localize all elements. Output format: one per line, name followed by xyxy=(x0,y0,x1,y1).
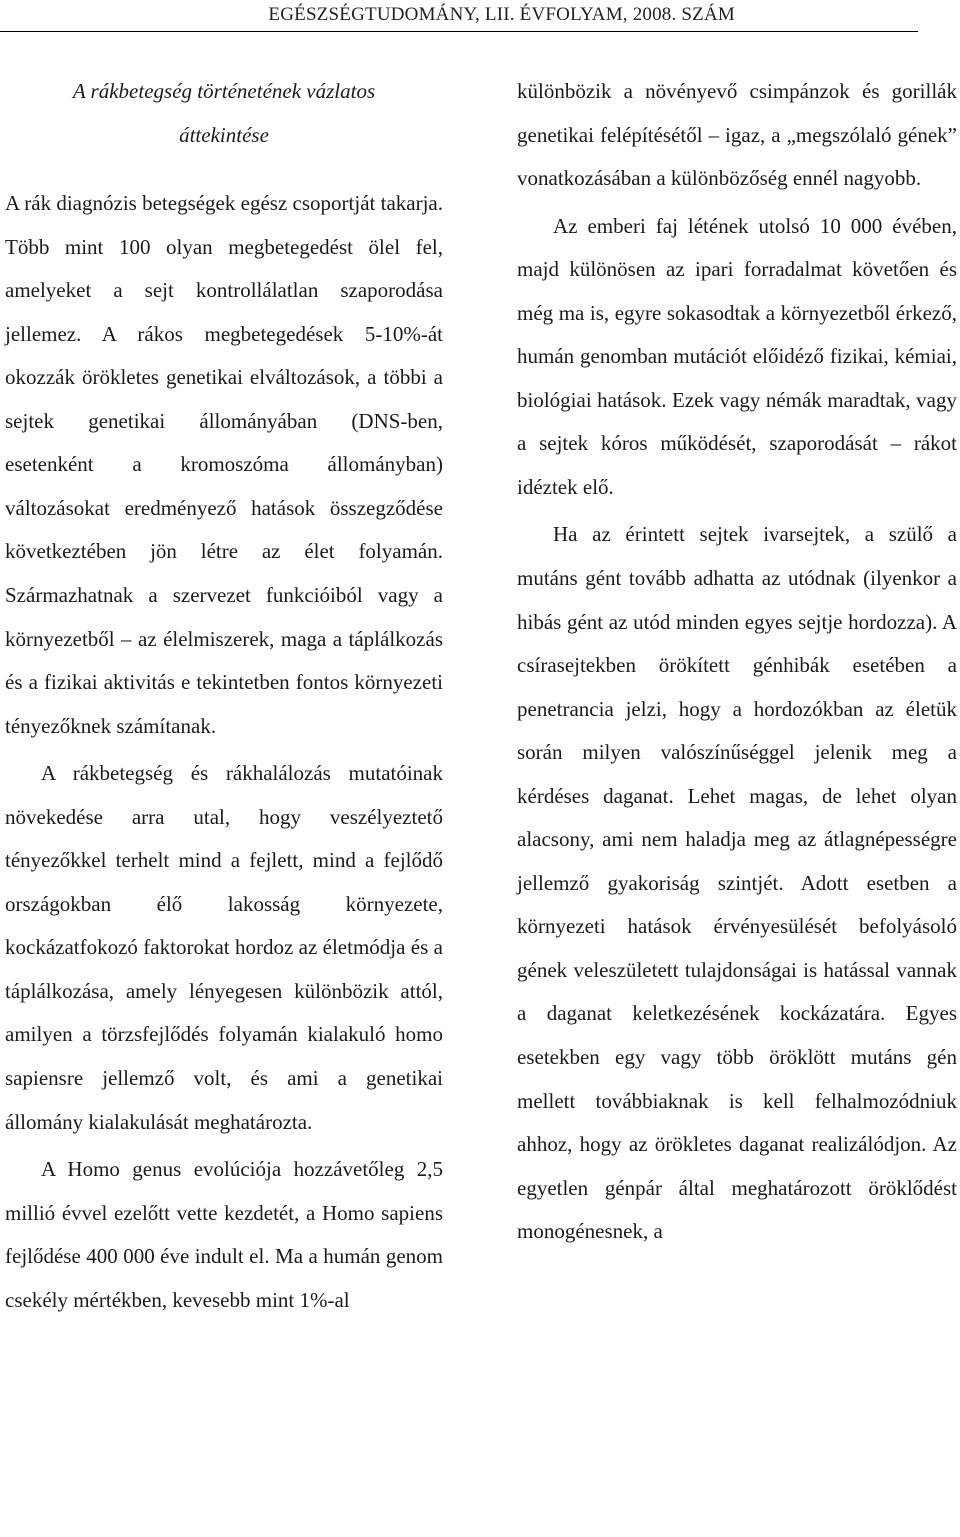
paragraph: Az emberi faj létének utolsó 10 000 évében, majd különösen az ipari forradalmat követően és még ma is, egyre sokasodtak a környezetből érkező, humán genomban mutációt előidéző fizikai, kémiai, biológiai hatások. Ezek vagy némák maradtak, vagy a sejtek kóros működését, szaporodását – rákot idéztek elő. xyxy=(517,213,957,499)
paragraph: különbözik a növényevő csimpánzok és gorillák genetikai felépítésétől – igaz, a „megszólaló gének” vonatkozásában a különbözőség ennél nagyobb. xyxy=(517,79,957,191)
header-rule xyxy=(0,31,918,32)
paragraph: Ha az érintett sejtek ivarsejtek, a szülő a mutáns gént tovább adhatta az utódnak (ilyenkor a hibás gént az utód minden egyes sejtje hordozza). A csírasejtekben örökített génhibák esetében a penetrancia jelzi, hogy a hordozókban az életük során milyen valószínűséggel jelenik meg a kérdéses daganat. Lehet magas, de lehet olyan alacsony, ami nem haladja meg az átlagnépességre jellemző gyakoriság szintjét. Adott esetben a környezeti hatások érvényesülését befolyásoló gének veleszületett tulajdonságai is hatással vannak a daganat keletkezésének kockázatára. Egyes esetekben egy vagy több öröklött mutáns gén mellett továbbiaknak is kell felhalmozódniuk ahhoz, hogy az örökletes daganat realizálódjon. Az egyetlen génpár által meghatározott öröklődést monogénesnek, a xyxy=(517,522,957,1244)
paragraph: A rákbetegség és rákhalálozás mutatóinak növekedése arra utal, hogy veszélyeztető tényezőkkel terhelt mind a fejlett, mind a fejlődő országokban élő lakosság környezete, kockázatfokozó faktorokat hordoz az életmódja és a táplálkozása, amely lényegesen különbözik attól, amilyen a törzsfejlődés folyamán kialakuló homo sapiensre jellemző volt, és ami a genetikai állomány kialakulását meghatározta. xyxy=(5,761,443,1134)
section-title-line-2: áttekintése xyxy=(179,122,269,147)
right-column xyxy=(517,70,957,1254)
section-title-line-1: A rákbetegség történetének vázlatos xyxy=(72,79,376,103)
left-column xyxy=(5,70,443,1322)
running-header: EGÉSZSÉGTUDOMÁNY, LII. ÉVFOLYAM, 2008. SZÁM xyxy=(268,4,735,25)
paragraph: A rák diagnózis betegségek egész csoportját takarja. Több mint 100 olyan megbetegedést ölel fel, amelyeket a sejt kontrollálatlan szaporodása jellemez. A rákos megbetegedések 5-10%-át okozzák örökletes genetikai elváltozások, a többi a sejtek genetikai állományában (DNS-ben, esetenként a kromoszóma állományban) változásokat eredményező hatások összegződése következtében jön létre az élet folyamán. Származhatnak a szervezet funkcióiból vagy a környezetből – az élelmiszerek, maga a táplálkozás és a fizikai aktivitás e tekintetben fontos környezeti tényezőknek számítanak. xyxy=(5,191,443,738)
paragraph: A Homo genus evolúciója hozzávetőleg 2,5 millió évvel ezelőtt vette kezdetét, a Homo sapiens fejlődése 400 000 éve indult el. Ma a humán genom csekély mértékben, kevesebb mint 1%-al xyxy=(5,1157,443,1312)
